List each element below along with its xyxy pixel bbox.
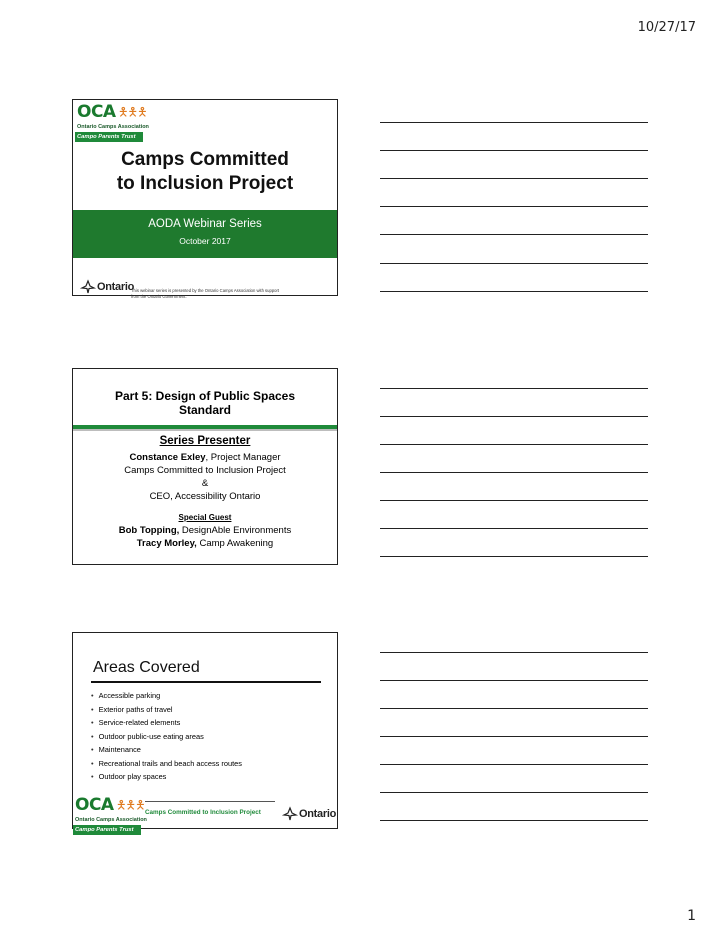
slide1-title [73,148,337,196]
slide-2 [72,368,338,565]
slide2-title-line1: Part 5: Design of Public Spaces [114,389,296,403]
slide2-body [73,435,337,550]
guest-1 [73,524,337,537]
slide-3 [72,632,338,833]
note-line [380,680,648,681]
list-item: • Service-related elements [91,716,242,730]
oca-logo-text: OCA [77,102,116,122]
slide1-green-band [73,210,337,258]
oca-logo-text: OCA [75,795,114,815]
note-line [380,472,648,473]
people-figures-icon: 🯅🯅🯅 [118,105,147,119]
note-line [380,150,648,151]
note-line [380,263,648,264]
note-line [380,444,648,445]
guest-1-name: Bob Topping, [118,525,180,536]
ontario-logo [283,807,336,821]
oca-logo-association: Ontario Camps Association [77,124,149,130]
note-line [380,291,648,292]
note-line [380,708,648,709]
note-line [380,178,648,179]
page-number: 1 [687,908,696,924]
presenter-project: Camps Committed to Inclusion Project [124,465,286,476]
oca-logo [75,102,147,146]
note-line [380,556,648,557]
presenter-role: , Project Manager [205,452,281,463]
list-item: • Exterior paths of travel [91,703,242,717]
list-item: • Maintenance [91,743,242,757]
note-line [380,500,648,501]
slide3-footer-rule [145,801,275,802]
slide1-date: October 2017 [179,236,231,246]
slide3-title-rule [91,681,321,683]
note-line [380,736,648,737]
slide1-series: AODA Webinar Series [148,218,262,230]
special-guest-heading: Special Guest [178,513,232,522]
list-item: • Accessible parking [91,689,242,703]
guest-2-org: Camp Awakening [196,538,274,549]
list-item: • Outdoor play spaces [91,770,242,784]
presenter-amp: & [201,478,209,489]
oca-logo-trust: Campo Parents Trust [75,132,143,142]
ontario-wordmark: Ontario [97,281,135,293]
people-figures-icon: 🯅🯅🯅 [116,798,145,812]
slide2-title [73,389,337,417]
slide1-title-line1: Camps Committed [121,149,289,170]
note-line [380,528,648,529]
note-line [380,652,648,653]
slide3-title: Areas Covered [93,659,200,676]
note-line [380,122,648,123]
note-line [380,792,648,793]
slide2-gray-bar [73,429,337,431]
trillium-icon [81,280,95,294]
slide1-title-line2: to Inclusion Project [116,173,294,194]
slide2-title-line2: Standard [178,403,231,417]
oca-logo-association: Ontario Camps Association [75,817,147,823]
presenter-line [73,451,337,464]
list-item: • Recreational trails and beach access routes [91,757,242,771]
ontario-wordmark: Ontario [299,808,337,820]
list-item: • Outdoor public-use eating areas [91,730,242,744]
presenter-ceo: CEO, Accessibility Ontario [149,491,261,502]
guest-1-org: DesignAble Environments [179,525,292,536]
note-line [380,764,648,765]
note-line [380,388,648,389]
note-line [380,234,648,235]
ontario-logo [81,280,134,294]
presenter-name: Constance Exley [129,452,206,463]
note-line [380,416,648,417]
guest-2 [73,537,337,550]
oca-logo [73,795,145,839]
note-line [380,820,648,821]
trillium-icon [283,807,297,821]
page-date: 10/27/17 [637,20,696,35]
note-line [380,206,648,207]
guest-2-name: Tracy Morley, [136,538,197,549]
oca-logo-trust: Campo Parents Trust [73,825,141,835]
areas-list [91,689,242,784]
presenter-heading: Series Presenter [159,435,251,447]
slide3-footer-text: Camps Committed to Inclusion Project [145,809,261,816]
slide-1 [72,99,338,299]
slide1-footer-text: This webinar series is presented by the Ontario Camps Association with support from the Ontario Government. [131,288,280,299]
